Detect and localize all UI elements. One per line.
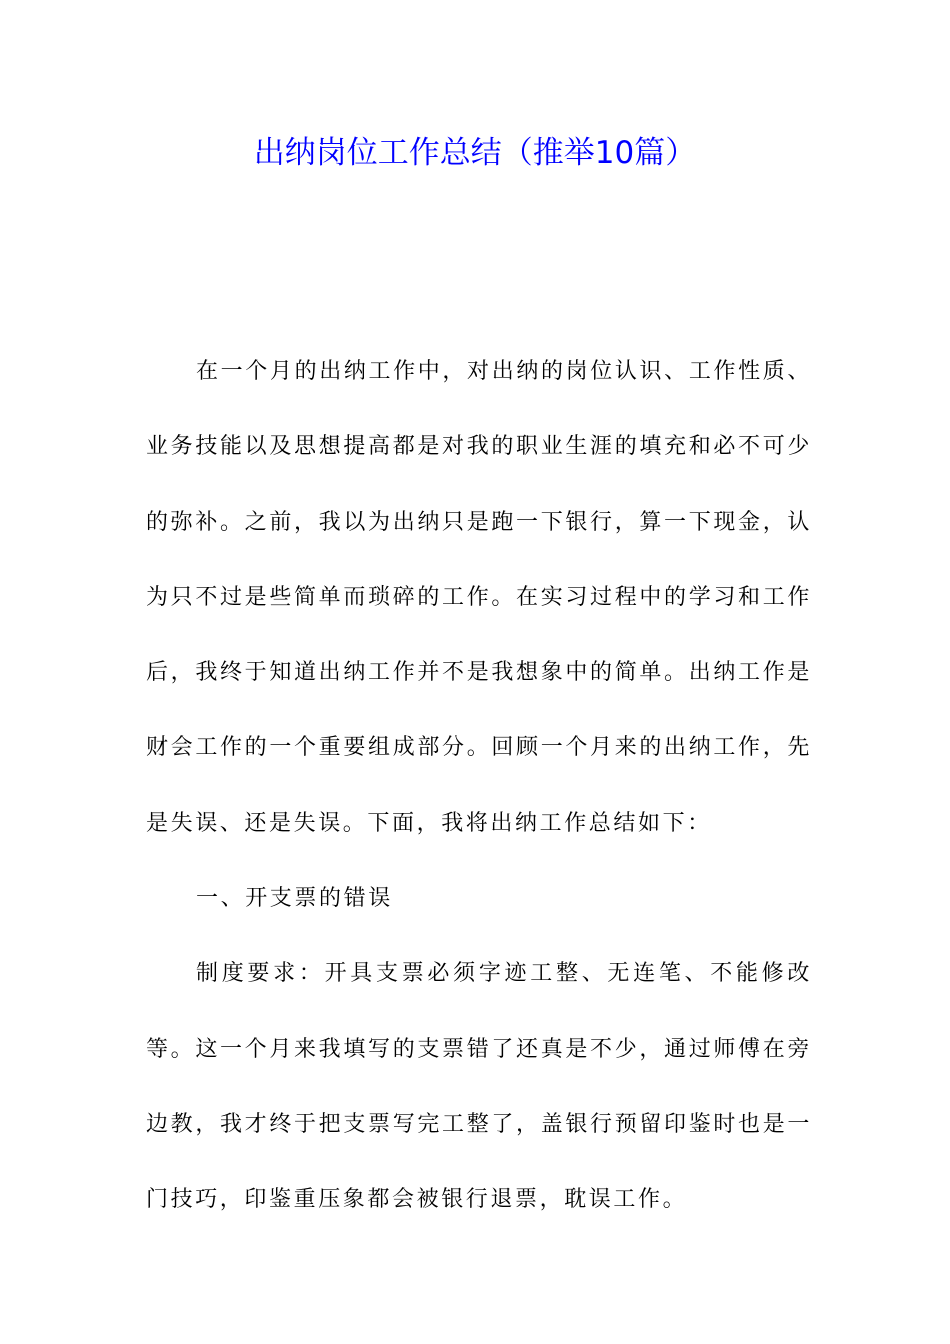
paragraph-intro: 在一个月的出纳工作中，对出纳的岗位认识、工作性质、业务技能以及思想提高都是对我的职业生涯的填充和必不可少的弥补。之前，我以为出纳只是跑一下银行，算一下现金，认为只不过是些简单而琐碎的工作。在实习过程中的学习和工作后，我终于知道出纳工作并不是我想象中的简单。出纳工作是财会工作的一个重要组成部分。回顾一个月来的出纳工作，先是失误、还是失误。下面，我将出纳工作总结如下： (146, 359, 812, 836)
document-title: 出纳岗位工作总结（推举10篇） (253, 135, 697, 171)
paragraph-check-errors: 制度要求：开具支票必须字迹工整、无连笔、不能修改等。这一个月来我填写的支票错了还真是不少，通过师傅在旁边教，我才终于把支票写完工整了，盖银行预留印鉴时也是一门技巧，印鉴重压象都会被银行退票，耽误工作。 (146, 961, 812, 1213)
document-body (146, 334, 812, 1238)
section-heading-1: 一、开支票的错误 (196, 886, 393, 912)
